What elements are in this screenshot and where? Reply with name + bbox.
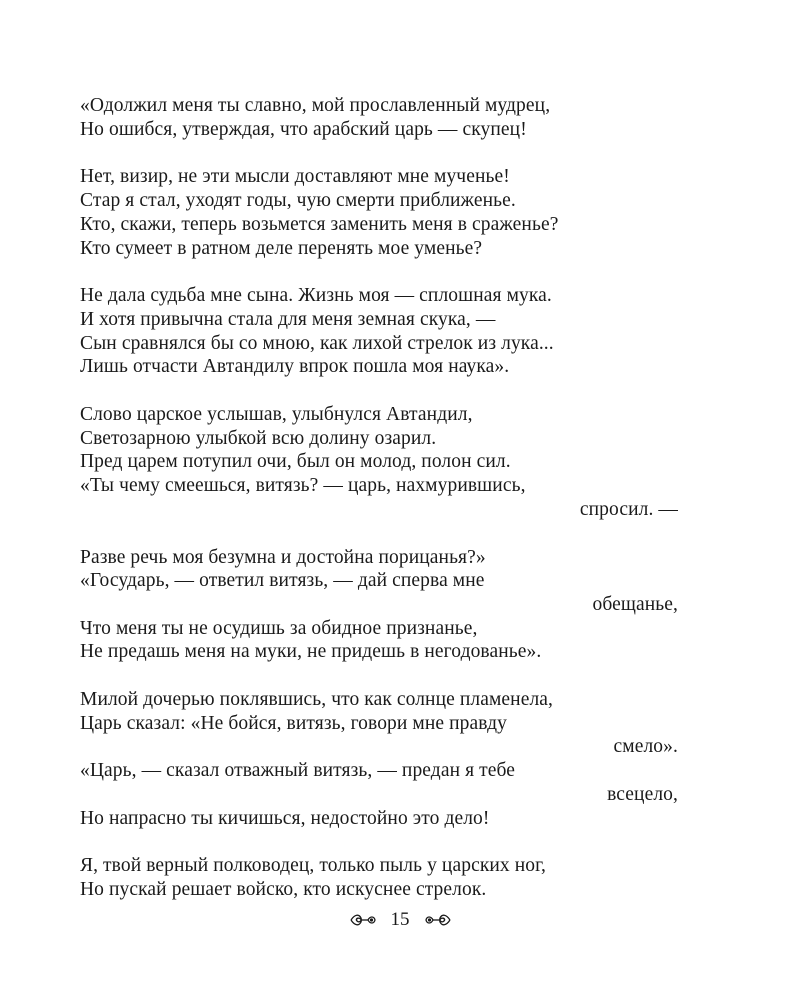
verse-line: «Государь, — ответил витязь, — дай сперва мне <box>80 570 485 592</box>
stanza <box>80 165 678 260</box>
verse-line-continuation: обещанье, <box>592 593 678 615</box>
verse-line: Не предашь меня на муки, не придешь в негодованье». <box>80 641 542 663</box>
stanza <box>80 688 678 830</box>
page-number: 15 <box>390 909 410 930</box>
verse-line: Но напрасно ты кичишься, недостойно это дело! <box>80 807 490 829</box>
verse-line: Кто, скажи, теперь возьмется заменить меня в сраженье? <box>80 213 559 235</box>
verse-line: Милой дочерью поклявшись, что как солнце пламенела, <box>80 689 554 711</box>
verse-line: Но ошибся, утверждая, что арабский царь — скупец! <box>80 118 527 140</box>
verse-line: Лишь отчасти Автандилу впрок пошла моя наука». <box>80 356 510 378</box>
verse-line: Я, твой верный полководец, только пыль у царских ног, <box>80 855 547 877</box>
verse-line: Сын сравнялся бы со мною, как лихой стрелок из лука... <box>80 332 554 354</box>
verse-line: Что меня ты не осудишь за обидное признанье, <box>80 617 478 639</box>
verse-line: Слово царское услышав, улыбнулся Автандил, <box>80 404 473 426</box>
verse-line: Нет, визир, не эти мысли доставляют мне мученье! <box>80 166 510 188</box>
verse-line: «Царь, — сказал отважный витязь, — предан я тебе <box>80 760 516 782</box>
stanza <box>80 94 678 141</box>
verse-line: Светозарною улыбкой всю долину озарил. <box>80 427 437 449</box>
verse-line: Стар я стал, уходят годы, чую смерти приближенье. <box>80 190 516 212</box>
verse-line: Не дала судьба мне сына. Жизнь моя — сплошная мука. <box>80 285 552 307</box>
verse-line: Пред царем потупил очи, был он молод, полон сил. <box>80 451 511 473</box>
stanza <box>80 284 678 379</box>
stanza <box>80 403 678 522</box>
fleuron-left-icon <box>349 912 377 928</box>
page-footer <box>0 906 800 934</box>
verse-line-continuation: смело». <box>613 736 678 758</box>
verse-line: «Одолжил меня ты славно, мой прославленный мудрец, <box>80 95 551 116</box>
verse-line: Царь сказал: «Не бойся, витязь, говори мне правду <box>80 712 507 734</box>
verse-line: Но пускай решает войско, кто искуснее стрелок. <box>80 878 487 900</box>
stanza <box>80 546 678 665</box>
verse-line-continuation: спросил. — <box>579 498 678 520</box>
stanza <box>80 854 678 901</box>
fleuron-right-icon <box>424 912 452 928</box>
verse-line: Разве речь моя безумна и достойна порицанья?» <box>80 546 486 568</box>
poem-text <box>80 94 678 926</box>
verse-line: Кто сумеет в ратном деле перенять мое уменье? <box>80 237 483 259</box>
verse-line-continuation: всецело, <box>607 783 678 805</box>
verse-line: «Ты чему смеешься, витязь? — царь, нахмурившись, <box>80 475 526 497</box>
verse-line: И хотя привычна стала для меня земная скука, — <box>80 308 496 330</box>
